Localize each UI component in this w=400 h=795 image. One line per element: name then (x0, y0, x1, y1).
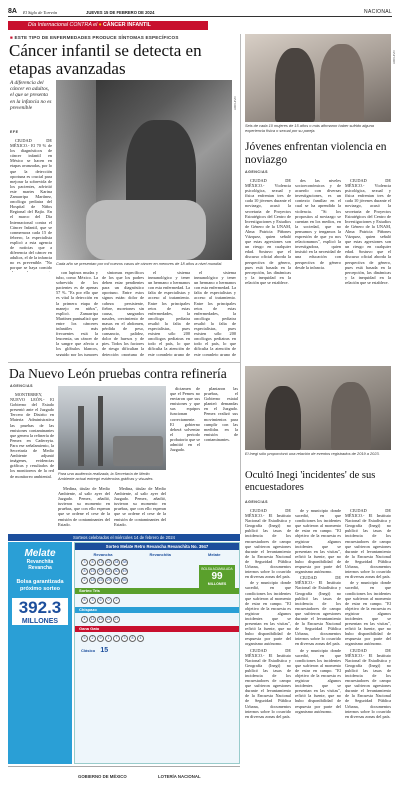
melate-column-heads (75, 550, 239, 559)
story4-col3 (345, 508, 391, 788)
lottery-number-ball: 2 (81, 577, 88, 584)
story1-kicker (10, 35, 230, 40)
lottery-right-panel (74, 542, 240, 764)
story2-photo-caption: Seis de cada 10 mujeres de 15 años o más afirmaron haber sufrido alguna experiencia física o sexual por su pareja. (245, 123, 374, 133)
clasico-row (75, 645, 239, 656)
section-name: NACIONAL (364, 9, 392, 16)
lottery-number-ball: 8 (129, 635, 136, 642)
lottery-number-ball: 41 (114, 578, 119, 582)
story1-photo-credit: ARCHIVO (233, 96, 237, 110)
lottery-number-ball: 2 (89, 635, 96, 642)
jackpot-label: Bolsa garantizada próximo sorteo (16, 579, 64, 592)
column-divider (240, 34, 241, 534)
lottery-footer (8, 766, 240, 786)
story4-col1-text-b: de y municipio donde sucedió, en que condiciones los incidentes que sufrieron al momento de estar en campo. "El objetivo de la encuesta es registrar algunos incidentes que se presentan en las visitas", refirió la fuente, que no hubo disponibilidad de respuesta por parte del organismo autónomo. (245, 580, 291, 647)
story4-col1 (245, 508, 291, 788)
section-divider (8, 362, 240, 363)
story1-col4-text: el sistema inmunológico y tener un hermano o hermanos con esta enfermedad. La falta de especialistas y acceso al tratamiento. Entre los principales retos de estas enfermedades, la oncóloga pediatra resaltó la falta de especialistas, pues existen sólo 200 oncólogos pediatras en todo el país, lo que dificulta la atención de este complejo grupo de (148, 270, 190, 356)
refinery-tanks (113, 436, 163, 466)
jackpot-value: 392.3 (12, 598, 68, 618)
story1-col1 (10, 138, 52, 272)
story4-col3-text-b: de y municipio donde sucedió, en que condiciones los incidentes que sufrieron al momento de estar en campo. "El objetivo de la encuesta es registrar algunos incidentes que se presentan en las visitas", refirió la fuente, que no hubo disponibilidad de respuesta por parte del organismo autónomo. (345, 580, 391, 647)
lottery-number-ball: 7 (113, 635, 120, 642)
lottery-number-ball: 55 (122, 578, 127, 582)
story3-col2 (58, 486, 110, 526)
lottery-number-ball: 22 (106, 560, 111, 564)
melate-sorteo-title: Sorteo Melate Retro Revancha Revanchita No. 3947 (75, 543, 239, 550)
page-header (8, 8, 392, 17)
story4-photo-caption: El Inegi sólo proporcionó una relación de eventos registrados de 2019 a 2023. (245, 451, 380, 456)
lottery-number-ball: 49 (122, 569, 127, 573)
banner-highlight: CÁNCER INFANTIL (102, 22, 151, 28)
refinery-tower (98, 396, 103, 466)
story3-photo (58, 386, 166, 470)
story4-byline: AGENCIAS (245, 500, 268, 504)
tris-title: Sorteo Tris (75, 588, 239, 594)
story2-col3-text: CIUDAD DE MÉXICO.- Violencia psicológica, sexual y física enfrentan tres de cada 10 jóvenes durante el noviazgo, acusó la secretaria de Proyectos Estratégicos del Centro de Investigaciones y Estudios de Género de la UNAM, Alma Patricia Piñones Vázquez, quien señaló que estas agresiones son un riesgo en cualquier edad. Sostuvo que el discurso oficial aborda la perspectiva de género, pues está basada en la percepción, las dinámicas y la inequidad en la relación que se establece. (345, 178, 391, 285)
story4-col2-text-b: CIUDAD DE MÉXICO.- El Instituto Nacional de Estadística y Geografía (Inegi) no publicó las tasas de incidencia de los encuestadores de campo que sufrieron agresiones durante el levantamiento de la Encuesta Nacional de Seguridad Pública Urbana, documentos internos sobre lo ocurrido en diversas zonas del país. (295, 575, 341, 647)
lottery-number-ball: 3 (81, 559, 88, 566)
couple-figure-right (320, 44, 364, 122)
story2-col1 (245, 178, 291, 362)
col-head-revancha: Revancha (93, 552, 113, 557)
story2-col2-text: des las niveles socioeconómicos y de acuerdo con diversas investigaciones, es un contexto familiar en el cual se ha aprendido la violencia. "Si los propositos al noviazgo se cuentan en los medios, en la sociedad, que no pensamos y tengamos la expresión de que ya nos relacionamos", explicó la investigadora, quien insistió en la necesidad de una educación con perspectiva de género desde la infancia. (295, 178, 341, 270)
lottery-number-ball: 9 (97, 635, 104, 642)
story3-col4 (170, 386, 200, 526)
story3-byline: AGENCIAS (10, 384, 33, 388)
story3-col3 (114, 486, 166, 526)
prize-label: BOLSA ACUMULADA (201, 567, 233, 571)
lottery-left-panel (8, 542, 72, 764)
lottery-number-ball: 34 (114, 560, 119, 564)
story3-col5-text: plantaron las pruebas, el Gobierno estatal planteó demandas en el Juzgado. Pemex realizó sus movimientos para cumplir con las medidas en la emisión de contaminantes. (204, 386, 238, 442)
lottery-number-ball: 30 (114, 569, 119, 573)
lottery-number-ball: 6 (97, 597, 104, 604)
story2-photo (245, 34, 391, 122)
header-date: JUEVES 15 DE FEBRERO DE 2024 (86, 9, 155, 15)
lottery-number-ball: 19 (98, 569, 103, 573)
story2-byline: AGENCIAS (245, 170, 268, 174)
lottery-number-ball: 2 (113, 597, 120, 604)
story3-headline: Da Nuevo León pruebas contra refinería (9, 366, 227, 381)
gato-numbers (75, 632, 239, 645)
story1-photo (56, 80, 232, 260)
lottery-number-ball: 8 (81, 597, 88, 604)
story4-col2-text: de y municipio donde sucedió, en que condiciones los incidentes que sufrieron al momento de estar en campo. "El objetivo de la encuesta es registrar algunos incidentes que se presentan en las visitas", refirió la fuente, que no hubo disponibilidad de respuesta por parte del organismo autónomo. (295, 508, 341, 575)
lottery-number-ball: 4 (137, 635, 144, 642)
story4-photo (245, 366, 391, 450)
story4-col2 (295, 508, 341, 788)
jackpot-unit: MILLONES (12, 618, 68, 625)
story3-col5 (204, 386, 238, 526)
story1-col2-text: con lupinos mudas y tubo, como México. La sobrevida de los pacientes es de apenas 57 %. "Es por ello que es vital la detección en la primera etapa de manejo en niños", explicó. Zamarripa Martínez puntualizó que entre los cánceres infantiles más frecuentes está la leucemia, un cáncer de la sangre que afecta a los glóbulos blancos, seguido por los tumores (56, 270, 98, 356)
prize-value: 99 (211, 571, 223, 582)
story1-col5 (194, 270, 236, 356)
kicker-text: ESTE TIPO DE ENFERMEDADES PRODUCE SÍNTOMAS ESPECÍFICOS (14, 35, 179, 40)
story1-deck: A diferencia del cáncer en adultos, el que se presenta en la infancia no es prevenible (10, 80, 52, 111)
melate-title: Melate (24, 548, 56, 559)
lottery-number-ball: 23 (98, 578, 103, 582)
story1-col5-text: el sistema inmunológico y tener un hermano o hermanos con esta enfermedad. La falta de especialistas y acceso al tratamiento. Entre los principales retos de estas enfermedades, la oncóloga pediatra resaltó la falta de especialistas, pues existen sólo 200 oncólogos pediatras en todo el país, lo que dificulta la atención de este complejo grupo de (194, 270, 236, 356)
interviewer-figure (265, 386, 301, 450)
tris-numbers (75, 594, 239, 607)
story4-col3-text: CIUDAD DE MÉXICO.- El Instituto Nacional de Estadística y Geografía (Inegi) no publicó las tasas de incidencia de los encuestadores de campo que sufrieron agresiones durante el levantamiento de la Encuesta Nacional de Seguridad Pública Urbana, documentos internos sobre lo ocurrido en diversas zonas del país. (345, 508, 391, 580)
story4-headline: Ocultó Inegi 'incidentes' de sus encuestadores (245, 470, 376, 493)
story3-photo-caption: Para una audiencia realizada, la Secretaría de Medio Ambiente actual entregó evidencias gráficas y visuales. (58, 471, 154, 481)
story3-col1 (10, 392, 54, 520)
story1-col1-text: CIUDAD DE MÉXICO.- El 70 % de los diagnósticos de cáncer infantil en México se hacen en etapas avanzadas, por lo que la detección oportuna es crucial para mejorar la sobrevida de los pacientes, advirtió este martes Karina Zamarripa Martínez, oncóloga pediatra del Hospital de Niños Regional del Bajío. En el marco del Día Internacional contra el Cáncer Infantil, que se conmemora cada 15 de febrero, la especialista explicó a esta agencia de noticias que a diferencia del cáncer en adultos, el de la infancia no es prevenible. "No porque se haya comido (10, 138, 52, 271)
story3-col1-text: MONTERREY, NUEVO LEÓN.- El Gobierno del Estado presentó ante el Juzgado Tercero de Distrito en Materia Administrativa las pruebas de las emisiones contaminantes que genera la refinería de Pemex en Cadereyta. Para ese señalamiento, la Secretaría de Medio Ambiente adjuntó imágenes, evidencias gráficas y resultados de los monitoreos de la red de monitoreo ambiental. (10, 392, 54, 479)
revancha-title: Revancha (28, 565, 52, 571)
story4-col2-text-c: de y municipio donde sucedió, en que condiciones los incidentes que sufrieron al momento de estar en campo. "El objetivo de la encuesta es registrar algunos incidentes que se presentan en las visitas", refirió la fuente, que no hubo disponibilidad de respuesta por parte del organismo autónomo. (295, 647, 341, 714)
lottery-number-ball: 8 (89, 559, 96, 566)
lottery-number-ball: 22 (106, 617, 111, 621)
chispazo-title: Chispazo (75, 607, 239, 613)
lottery-number-ball: 24 (106, 569, 111, 573)
loteria-logo: LOTERÍA NACIONAL (158, 774, 201, 779)
lottery-number-ball: 27 (114, 617, 119, 621)
revanchita-title: Revanchita (26, 559, 54, 565)
lottery-number-ball: 4 (81, 616, 88, 623)
story1-col4 (148, 270, 190, 356)
lottery-number-ball: 3 (121, 635, 128, 642)
prize-box (199, 565, 235, 589)
story3-col4-text: dictamen de que el Pemex no enviaron que sus emisiones y que sus equipos funcionan correctamente. El gobierno deberá solventar el periodo probatorio que se admitió en el Juzgado. (170, 386, 200, 453)
lottery-number-ball: 38 (122, 560, 127, 564)
mexico-govt-logo: GOBIERNO DE MÉXICO (78, 774, 127, 779)
col-head-melate: Melate (207, 552, 221, 557)
gato-title: Gana Gato (75, 626, 239, 632)
lottery-number-ball: 18 (90, 578, 95, 582)
lottery-number-ball: 11 (90, 617, 95, 621)
story3-col3-text: Medina, titular de Medio Ambiente, al salir ayer del Juzgado. Pemex, añadió, tuvieron su momento en pruebas, que con ello esperan que se ordene el cese de la emisión de contaminantes del Estado. (114, 486, 166, 526)
photo-pillow (86, 200, 206, 260)
page-number: 8A (8, 8, 17, 15)
story2-col2 (295, 178, 341, 362)
story2-photo-credit: ARCHIVO (392, 50, 396, 64)
story1-headline: Cáncer infantil se detecta en etapas avanzadas (9, 41, 202, 78)
story1-col3 (102, 270, 144, 356)
lottery-number-ball: 5 (81, 635, 88, 642)
story2-col1-text: CIUDAD DE MÉXICO.- Violencia psicológica, sexual y física enfrentan tres de cada 10 jóvenes durante el noviazgo, acusó la secretaria de Proyectos Estratégicos del Centro de Investigaciones y Estudios de Género de la UNAM, Alma Patricia Piñones Vázquez, quien señaló que estas agresiones son un riesgo en cualquier edad. Sostuvo que el discurso oficial aborda la perspectiva de género, pues está basada en la percepción, las dinámicas y la inequidad en la relación que se establece. (245, 178, 291, 285)
story3-col2-text: Medina, titular de Medio Ambiente, al salir ayer del Juzgado. Pemex, añadió, tuvieron su momento en pruebas, que con ello esperan que se ordene el cese de la emisión de contaminantes del Estado. (58, 486, 110, 526)
newspaper-name: El Siglo de Torreón (23, 9, 58, 15)
story1-byline: EFE (10, 130, 19, 134)
lottery-number-ball: 15 (90, 569, 95, 573)
chispazo-numbers (75, 613, 239, 626)
clasico-value: 15 (100, 647, 109, 654)
ribbon-icon: ♦ (98, 22, 102, 28)
respondent-figure (331, 382, 371, 450)
lottery-number-ball: 19 (98, 617, 103, 621)
story4-col1-text-c: CIUDAD DE MÉXICO.- El Instituto Nacional de Estadística y Geografía (Inegi) no publicó las tasas de incidencia de los encuestadores de campo que sufrieron agresiones durante el levantamiento de la Encuesta Nacional de Seguridad Pública Urbana, documentos internos sobre lo ocurrido en diversas zonas del país. (245, 647, 291, 719)
story2-col3 (345, 178, 391, 362)
story1-col2 (56, 270, 98, 356)
bullet-icon: ■ (10, 35, 13, 40)
prize-unit: MILLONES (207, 582, 227, 586)
story1-col3-text: síntomas específicos de los que los padres deben estar pendientes para un diagnóstico oportuno. Entre estos signos están: dolor de cabeza persistente, fiebre, moretones sin causa, sangrados nasales, crecimiento de masas en el abdomen, pérdida de peso, cansancio, palidez, dolor de huesos y de pies. Todos los factores de riesgo dificultan la detección oportuna de (102, 270, 144, 356)
story2-headline: Jóvenes enfrentan violencia en noviazgo (245, 141, 387, 166)
lottery-number-ball: 8 (81, 568, 88, 575)
lottery-number-ball: 3 (89, 597, 96, 604)
banner-prefix: Día Internacional CONTRA el (28, 22, 98, 28)
col-head-revanchita: Revanchita (149, 552, 171, 557)
lottery-number-ball: 0 (105, 597, 112, 604)
story1-photo-caption: Cada año se presentan por mil nuevos casos de cáncer en menores de 18 años a nivel mundial. (56, 261, 223, 266)
story4-col3-text-c: CIUDAD DE MÉXICO.- El Instituto Nacional de Estadística y Geografía (Inegi) no publicó las tasas de incidencia de los encuestadores de campo que sufrieron agresiones durante el levantamiento de la Encuesta Nacional de Seguridad Pública Urbana, documentos internos sobre lo ocurrido en diversas zonas del país. (345, 647, 391, 719)
lottery-number-ball: 1 (105, 635, 112, 642)
lottery-banner: Sorteos celebrados el miércoles 14 de febrero de 2024 (8, 534, 240, 541)
clasico-label: Clásico (81, 648, 96, 653)
cancer-day-banner (8, 21, 208, 30)
lottery-number-ball: 13 (98, 560, 103, 564)
refinery-tower (78, 406, 84, 466)
lottery-number-ball: 29 (106, 578, 111, 582)
couple-figure-left (275, 48, 315, 122)
story4-col1-text: CIUDAD DE MÉXICO.- El Instituto Nacional de Estadística y Geografía (Inegi) no publicó las tasas de incidencia de los encuestadores de campo que sufrieron agresiones durante el levantamiento de la Encuesta Nacional de Seguridad Pública Urbana, documentos internos sobre lo ocurrido en diversas zonas del país. (245, 508, 291, 580)
